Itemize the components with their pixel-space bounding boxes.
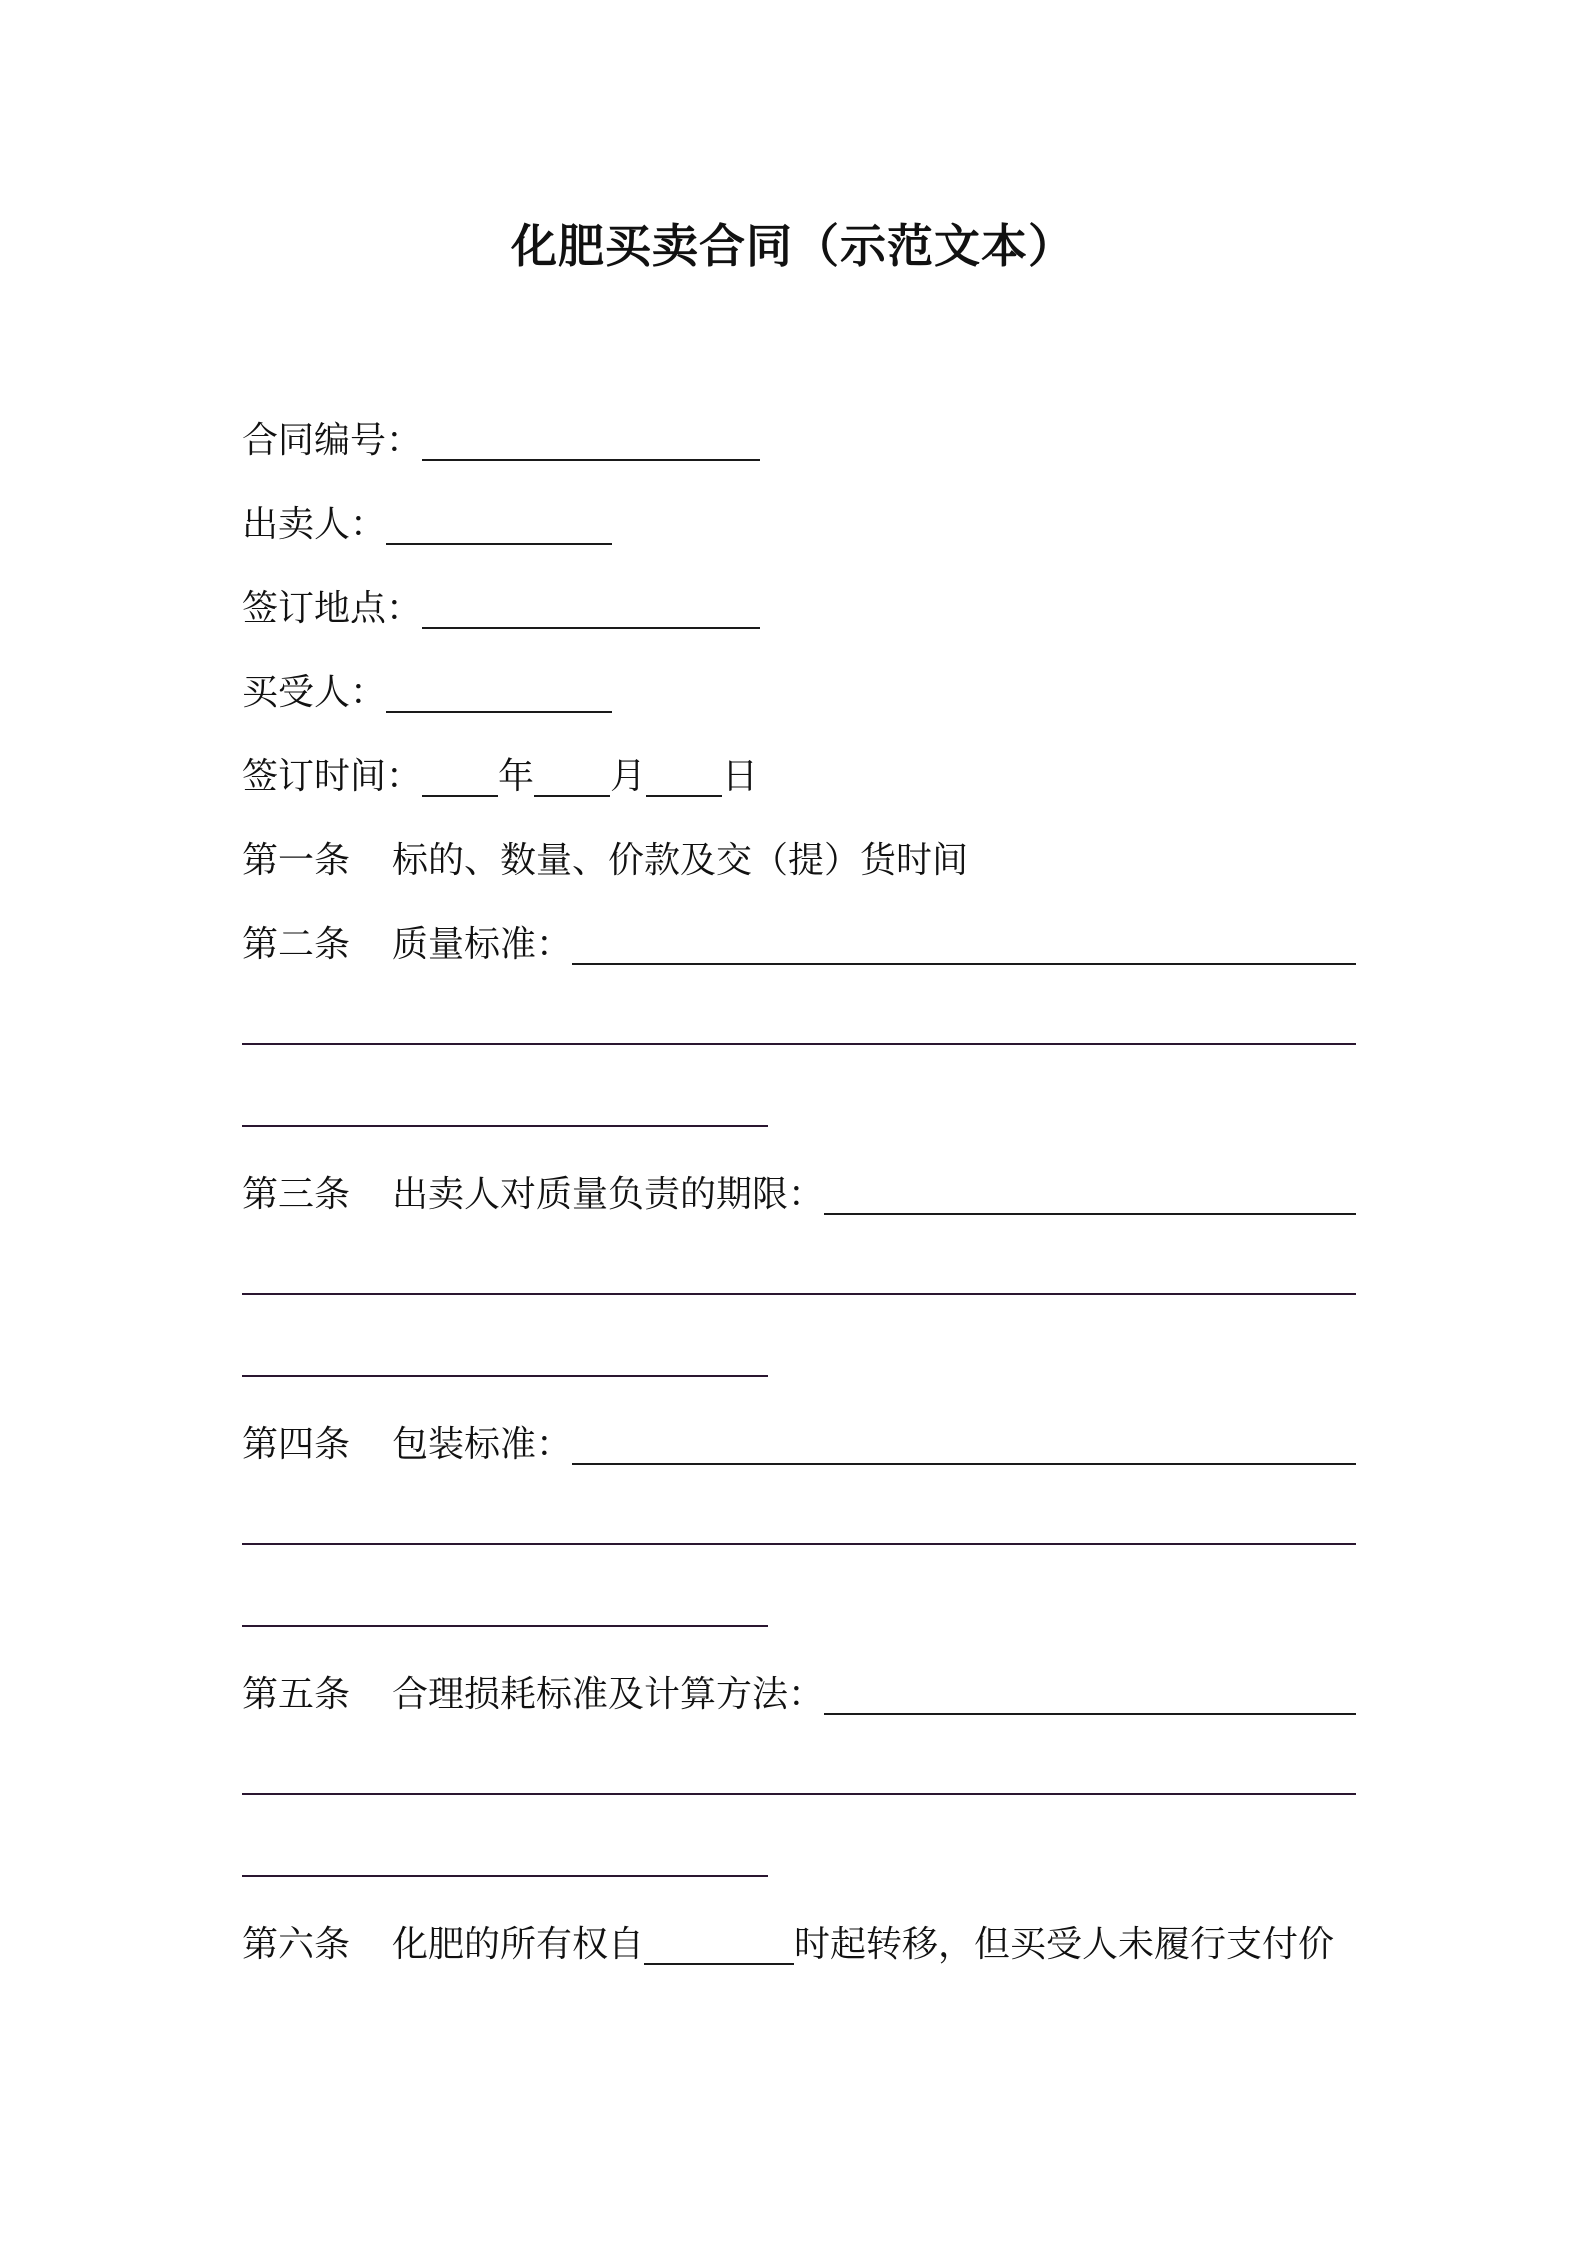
sign-place-label: 签订地点： <box>242 588 423 629</box>
article-4-number: 第四条 <box>242 1424 351 1465</box>
article-3-blank[interactable] <box>824 1173 1356 1215</box>
day-label: 日 <box>722 756 759 797</box>
article-5-text: 合理损耗标准及计算方法： <box>392 1674 825 1715</box>
buyer-row <box>242 667 612 719</box>
article-2-blank[interactable] <box>572 923 1356 965</box>
article-3-rule-2[interactable] <box>242 1293 1356 1295</box>
year-blank[interactable] <box>422 755 498 797</box>
day-blank[interactable] <box>646 755 722 797</box>
document-title: 化肥买卖合同（示范文本） <box>511 219 1075 273</box>
article-3 <box>242 1169 1356 1221</box>
article-4-rule-3[interactable] <box>242 1625 768 1627</box>
article-6-text-before: 化肥的所有权自 <box>392 1924 645 1965</box>
article-1-number: 第一条 <box>242 840 351 881</box>
article-3-text: 出卖人对质量负责的期限： <box>392 1174 825 1215</box>
seller-row <box>242 499 612 551</box>
article-2-rule-3[interactable] <box>242 1125 768 1127</box>
article-2-text: 质量标准： <box>392 924 573 965</box>
article-4 <box>242 1419 1356 1471</box>
article-6-text-after: 时起转移，但买受人未履行支付价 <box>794 1924 1335 1965</box>
article-6 <box>242 1919 1356 1971</box>
article-5-rule-2[interactable] <box>242 1793 1356 1795</box>
sign-place-blank[interactable] <box>422 587 760 629</box>
article-6-number: 第六条 <box>242 1924 351 1965</box>
article-4-blank[interactable] <box>572 1423 1356 1465</box>
article-1 <box>242 835 968 887</box>
article-3-rule-3[interactable] <box>242 1375 768 1377</box>
buyer-blank[interactable] <box>386 671 612 713</box>
article-5 <box>242 1669 1356 1721</box>
article-2 <box>242 919 1356 971</box>
article-5-number: 第五条 <box>242 1674 351 1715</box>
article-4-text: 包装标准： <box>392 1424 573 1465</box>
article-5-rule-3[interactable] <box>242 1875 768 1877</box>
article-5-blank[interactable] <box>824 1673 1356 1715</box>
buyer-label: 买受人： <box>242 672 387 713</box>
year-label: 年 <box>498 756 535 797</box>
article-2-number: 第二条 <box>242 924 351 965</box>
sign-time-label: 签订时间： <box>242 756 423 797</box>
article-1-text: 标的、数量、价款及交（提）货时间 <box>392 840 969 881</box>
article-4-rule-2[interactable] <box>242 1543 1356 1545</box>
article-2-rule-2[interactable] <box>242 1043 1356 1045</box>
contract-number-blank[interactable] <box>422 419 760 461</box>
article-3-number: 第三条 <box>242 1174 351 1215</box>
sign-place-row <box>242 583 760 635</box>
article-6-blank[interactable] <box>644 1923 794 1965</box>
contract-number-row <box>242 415 760 467</box>
month-blank[interactable] <box>534 755 610 797</box>
sign-time-row <box>242 751 758 803</box>
seller-label: 出卖人： <box>242 504 387 545</box>
contract-number-label: 合同编号： <box>242 420 423 461</box>
month-label: 月 <box>610 756 647 797</box>
seller-blank[interactable] <box>386 503 612 545</box>
